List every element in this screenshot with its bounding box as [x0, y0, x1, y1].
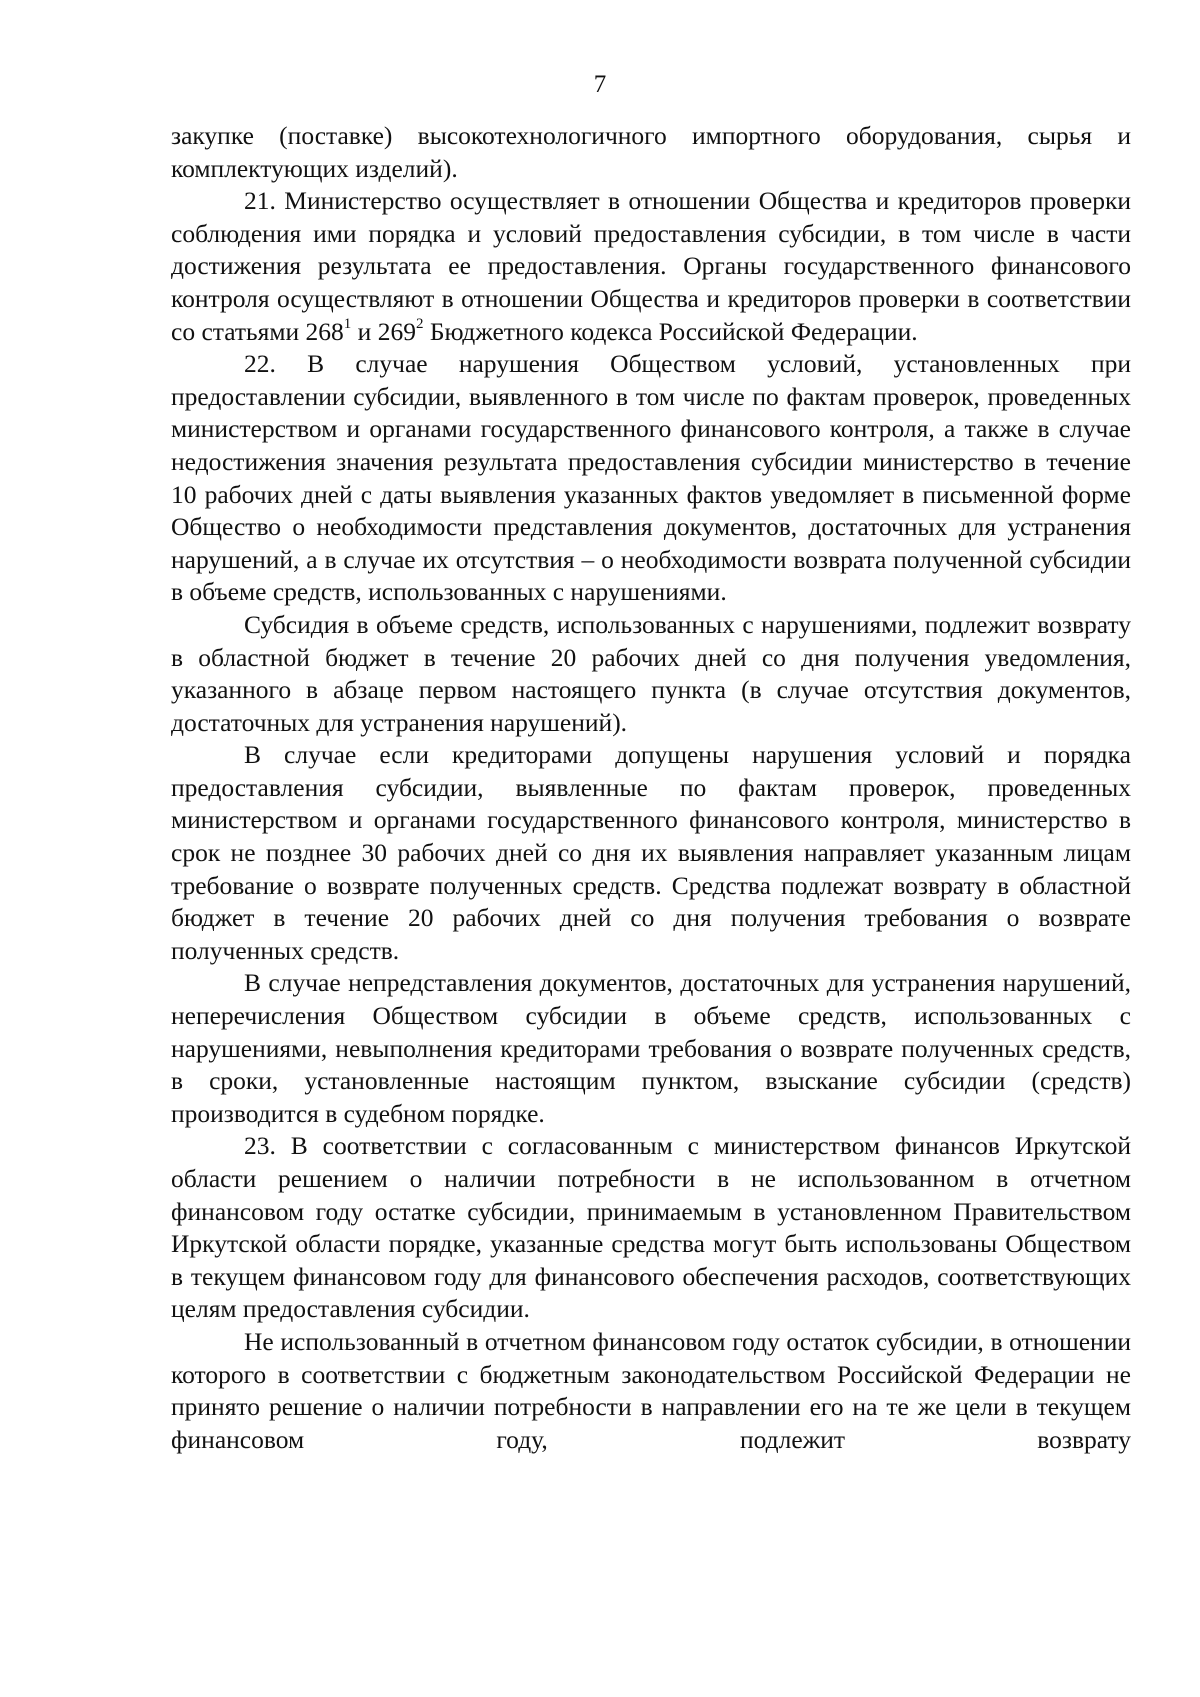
paragraph-text: В случае непредставления документов, достаточных для устранения нарушений, неперечисления Обществом субсидии в объеме средств, использованных с нарушениями, невыполнения кредиторами требования о возврате полученных средств, в сроки, установленные настоящим пунктом, взыскание субсидии (средств) производится в судебном порядке. [171, 968, 1131, 1128]
paragraph-text: 21. Министерство осуществляет в отношении Общества и кредиторов проверки соблюдения ими порядка и условий предоставления субсидии, в том числе в части достижения результата ее предоставления. Органы государственного финансового контроля осуществляют в отношении Общества и кредиторов проверки в соответствии со статьями 268 [171, 186, 1131, 346]
paragraph-p23 [171, 1130, 1131, 1326]
paragraph-p23b [171, 1326, 1131, 1456]
paragraph-text: Субсидия в объеме средств, использованных с нарушениями, подлежит возврату в областной бюджет в течение 20 рабочих дней со дня получения уведомления, указанного в абзаце первом настоящего пункта (в случае отсутствия документов, достаточных для устранения нарушений). [171, 609, 1131, 737]
paragraph-p22b [171, 609, 1131, 739]
paragraph-p22 [171, 348, 1131, 609]
paragraph-text: 22. В случае нарушения Обществом условий, установленных при предоставлении субсидии, выявленного в том числе по фактам проверок, проведенных министерством и органами государственного финансового контроля, а также в случае недостижения значения результата предоставления субсидии министерство в течение 10 рабочих дней с даты выявления указанных фактов уведомляет в письменной форме Общество о необходимости представления документов, достаточных для устранения нарушений, а в случае их отсутствия – о необходимости возврата полученной субсидии в объеме средств, использованных с нарушениями. [171, 349, 1131, 607]
document-body [171, 120, 1131, 1456]
paragraph-text: В случае если кредиторами допущены нарушения условий и порядка предоставления субсидии, выявленные по фактам проверок, проведенных министерством и органами государственного финансового контроля, министерство в срок не позднее 30 рабочих дней со дня их выявления направляет указанным лицам требование о возврате полученных средств. Средства подлежат возврату в областной бюджет в течение 20 рабочих дней со дня получения требования о возврате полученных средств. [171, 740, 1131, 965]
paragraph-text: Бюджетного кодекса Российской Федерации. [423, 316, 918, 346]
paragraph-p22d [171, 967, 1131, 1130]
paragraph-text: закупке (поставке) высокотехнологичного импортного оборудования, сырья и комплектующих изделий). [171, 121, 1131, 183]
superscript: 1 [343, 316, 352, 333]
page-number: 7 [593, 71, 607, 98]
paragraph-text: и 269 [351, 316, 416, 346]
paragraph-text: 23. В соответствии с согласованным с министерством финансов Иркутской области решением о наличии потребности в не использованном в отчетном финансовом году остатке субсидии, принимаемым в установленном Правительством Иркутской области порядке, указанные средства могут быть использованы Обществом в текущем финансовом году для финансового обеспечения расходов, соответствующих целям предоставления субсидии. [171, 1131, 1131, 1324]
paragraph-p0 [171, 120, 1131, 185]
paragraph-text: Не использованный в отчетном финансовом году остаток субсидии, в отношении которого в соответствии с бюджетным законодательством Российской Федерации не принято решение о наличии потребности в направлении его на те же цели в текущем финансовом году, подлежит возврату [171, 1326, 1131, 1454]
superscript: 2 [415, 316, 424, 333]
paragraph-p21 [171, 185, 1131, 348]
paragraph-p22c [171, 739, 1131, 967]
